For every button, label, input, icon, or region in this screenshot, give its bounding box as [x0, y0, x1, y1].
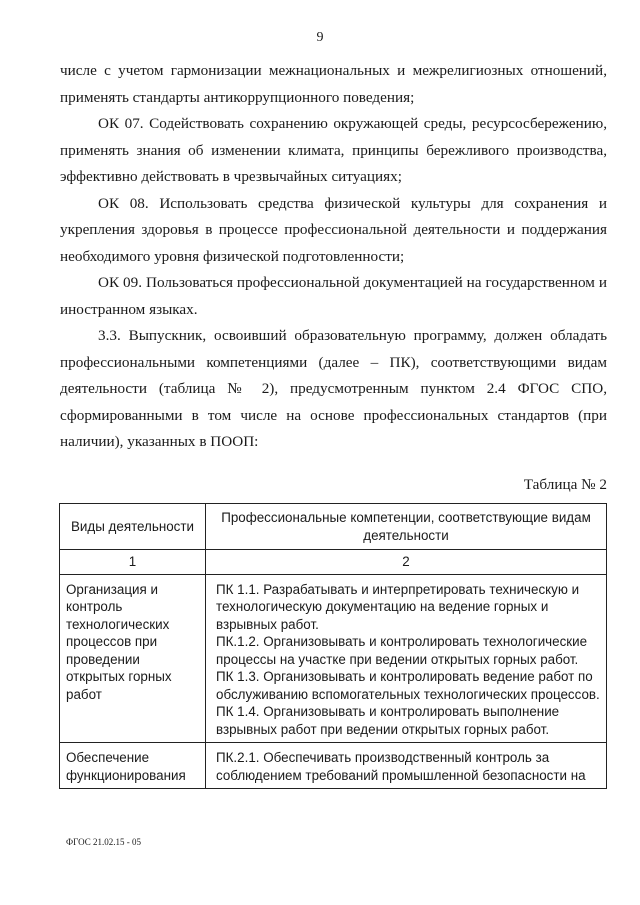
header-activities: Виды деятельности: [60, 504, 206, 550]
competencies-cell: [206, 743, 607, 789]
paragraph-3-3: 3.3. Выпускник, освоивший образовательную программу, должен обладать профессиональными компетенциями (далее – ПК), соответствующими видам деятельности (таблица № 2), предусмотренным пунктом 2.4 ФГОС СПО, сформированными в том числе на основе профессиональных стандартов (при наличии), указанных в ПООП:: [60, 327, 607, 450]
table-caption: Таблица № 2: [523, 476, 607, 493]
competencies-table: [59, 503, 607, 789]
paragraph-ok08: ОК 08. Использовать средства физической культуры для сохранения и укрепления здоровья в процессе профессиональной деятельности и поддержания необходимого уровня физической подготовленности;: [60, 194, 607, 265]
document-body: [60, 58, 607, 456]
column-number: 2: [206, 550, 607, 575]
paragraph-continuation: числе с учетом гармонизации межнациональных и межрелигиозных отношений, применять стандарты антикоррупционного поведения;: [60, 62, 607, 106]
competency-item: ПК 1.3. Организовывать и контролировать ведение работ по обслуживанию вспомогательных технологических процессов.: [216, 669, 600, 702]
paragraph-ok07: ОК 07. Содействовать сохранению окружающей среды, ресурсосбережению, применять знания об изменении климата, принципы бережливого производства, эффективно действовать в чрезвычайных ситуациях;: [60, 115, 607, 185]
activity-cell: Обеспечение функционирования: [60, 743, 206, 789]
activity-cell: Организация и контроль технологических процессов при проведении открытых горных работ: [60, 574, 206, 743]
table-row: [60, 574, 607, 743]
competency-item: ПК.2.1. Обеспечивать производственный контроль за соблюдением требований промышленной безопасности на: [216, 750, 586, 783]
competency-item: ПК 1.4. Организовывать и контролировать выполнение взрывных работ при ведении открытых горных работ.: [216, 704, 560, 737]
competency-item: ПК.1.2. Организовывать и контролировать технологические процессы на участке при ведении открытых горных работ.: [216, 634, 588, 667]
page-number: 9: [316, 30, 324, 45]
column-number: 1: [60, 550, 206, 575]
table-row: [60, 743, 607, 789]
document-footer-code: ФГОС 21.02.15 - 05: [66, 837, 141, 847]
paragraph-ok09: ОК 09. Пользоваться профессиональной документацией на государственном и иностранном языках.: [60, 274, 607, 318]
table-header-row: [60, 504, 607, 550]
competency-item: ПК 1.1. Разрабатывать и интерпретировать техническую и технологическую документацию на ведение горных и взрывных работ.: [216, 581, 580, 632]
competencies-cell: [206, 574, 607, 743]
header-competencies: Профессиональные компетенции, соответствующие видам деятельности: [206, 504, 607, 550]
column-number-row: [60, 550, 607, 575]
